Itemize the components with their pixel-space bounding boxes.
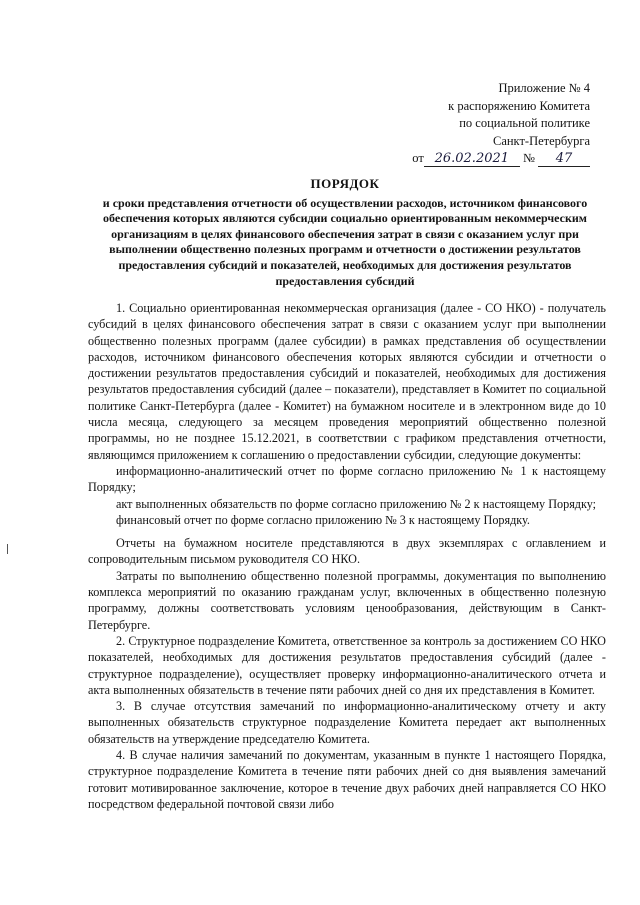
- appendix-header: [412, 80, 590, 168]
- paragraph-1: 1. Социально ориентированная некоммерческая организация (далее - СО НКО) - получатель субсидий в целях финансового обеспечения затрат в связи с оказанием услуг при выполнении общественно полезных программ (далее субсидии) в рамках представления об осуществлении расходов, источником финансового обеспечения которых являются субсидии и отчетности о достижении результатов предоставления субсидий и показателей, необходимых для достижения результатов предоставления субсидий (далее – показатели), представляет в Комитет по социальной политике Санкт-Петербурга (далее - Комитет) на бумажном носителе и в электронном виде до 10 числа месяца, следующего за месяцем проведения мероприятий общественно полезной программы, но не позднее 15.12.2021, в соответствии с графиком представления отчетности, являющимся приложением к соглашению о предоставлении субсидии, следующие документы:: [88, 301, 606, 462]
- handwritten-number: 47: [538, 151, 590, 167]
- date-prefix: от: [412, 151, 424, 165]
- document-body: [88, 300, 606, 812]
- paragraph-4: 4. В случае наличия замечаний по документам, указанным в пункте 1 настоящего Порядка, структурное подразделение Комитета в течение пяти рабочих дней со дня выявления замечаний готовит мотивированное заключение, которое в течение двух рабочих дней направляется СО НКО посредством федеральной почтовой связи либо: [88, 748, 606, 811]
- paragraph-3: 3. В случае отсутствия замечаний по информационно-аналитическому отчету и акту выполненных обязательств структурное подразделение Комитета передает акт выполненных обязательств на утверждение председателю Комитета.: [88, 699, 606, 746]
- appendix-number: Приложение № 4: [498, 81, 590, 95]
- title-main: ПОРЯДОК: [310, 176, 380, 191]
- appendix-committee: по социальной политике: [459, 116, 590, 130]
- handwritten-date: 26.02.2021: [424, 151, 520, 167]
- appendix-date-line: [412, 150, 590, 168]
- paragraph-costs: Затраты по выполнению общественно полезной программы, документация по выполнению комплекса мероприятий по оказанию гражданам услуг, включенных в общественно полезную программу, должны соответствовать условиям ценообразования, действующим в Санкт-Петербурге.: [88, 568, 606, 632]
- document-title: [80, 176, 610, 289]
- paragraph-doc-list-3: финансовый отчет по форме согласно приложению № 3 к настоящему Порядку.: [116, 512, 530, 527]
- paragraph-2: 2. Структурное подразделение Комитета, ответственное за контроль за достижением СО НКО показателей, необходимых для достижения результатов предоставления субсидий (далее - структурное подразделение), осуществляет проверку информационно-аналитического отчета и акта выполненных обязательств в течение пяти рабочих дней со дня их представления в Комитет.: [88, 633, 606, 697]
- appendix-order-ref: к распоряжению Комитета: [448, 98, 590, 113]
- paragraph-reports: Отчеты на бумажном носителе представляются в двух экземплярах с оглавлением и сопроводительным письмом руководителя СО НКО.: [88, 536, 606, 567]
- scan-margin-mark: [7, 544, 8, 554]
- paragraph-doc-list-2: акт выполненных обязательств по форме согласно приложению № 2 к настоящему Порядку;: [116, 496, 597, 511]
- number-prefix: №: [522, 151, 535, 165]
- appendix-city: Санкт-Петербурга: [492, 133, 590, 148]
- title-subtitle: и сроки представления отчетности об осуществлении расходов, источником финансового обеспечения которых являются субсидии социально ориентированным некоммерческим организациям в целях финансового обеспечения затрат в связи с оказанием услуг при выполнении общественно полезных программ и отчетности о достижении результатов предоставления субсидий и показателей, необходимых для достижения результатов предоставления субсидий: [102, 195, 588, 288]
- paragraph-doc-list-1: информационно-аналитический отчет по форме согласно приложению № 1 к настоящему Порядку;: [88, 463, 606, 495]
